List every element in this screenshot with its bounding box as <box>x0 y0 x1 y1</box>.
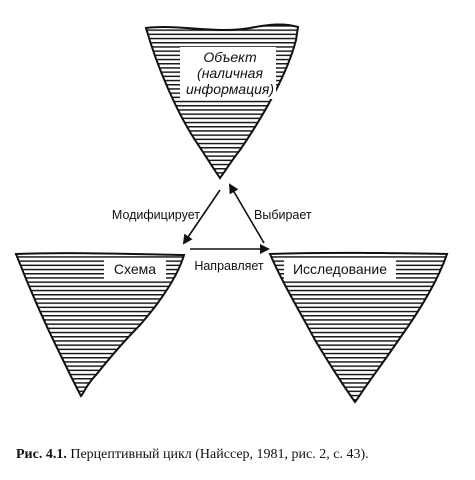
schema-label: Схема <box>113 261 157 277</box>
figure-caption <box>16 447 471 463</box>
directs-label: Направляет <box>194 259 264 273</box>
modifies-label: Модифицирует <box>111 208 200 222</box>
exploration-label: Исследование <box>292 261 388 277</box>
object-label-line2: (наличная <box>197 65 263 81</box>
object-label-line1: Объект <box>203 49 257 65</box>
schema-node <box>16 253 184 396</box>
object-label-line3: информация) <box>185 81 275 97</box>
caption-text: Перцептивный цикл (Найссер, 1981, рис. 2, с. 43). <box>66 447 369 462</box>
exploration-node <box>270 253 447 402</box>
selects-label: Выбирает <box>254 208 312 222</box>
figure-number: Рис. 4.1. <box>16 447 67 462</box>
object-node <box>146 24 298 178</box>
